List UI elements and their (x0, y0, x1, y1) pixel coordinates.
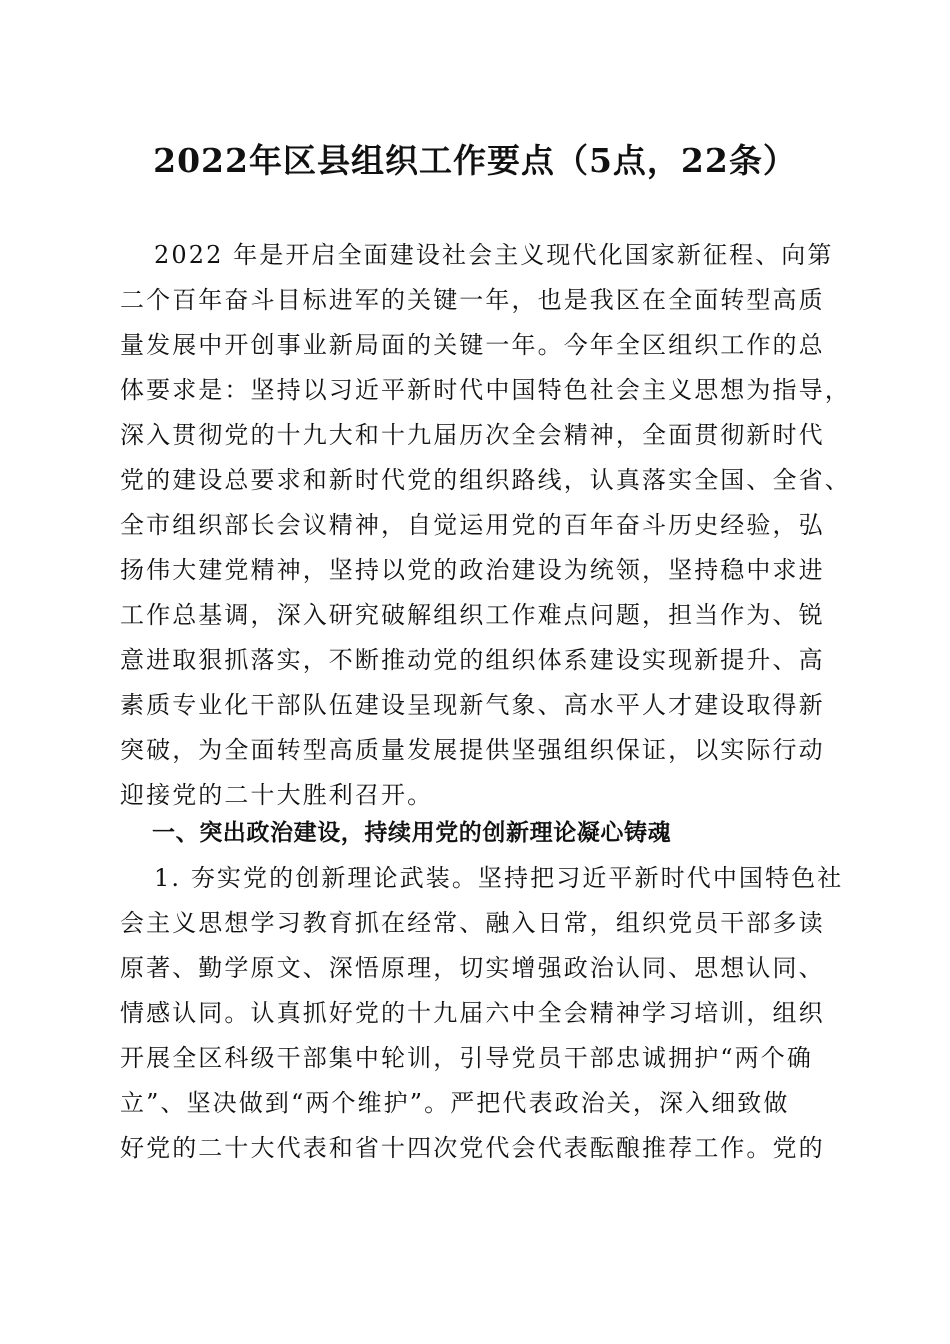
section-heading: 一、突出政治建设，持续用党的创新理论凝心铸魂 (152, 820, 672, 846)
intro-line: 党的建设总要求和新时代党的组织路线，认真落实全国、全省、 (120, 466, 851, 494)
item-line: 会主义思想学习教育抓在经常、融入日常，组织党员干部多读 (120, 909, 825, 937)
intro-paragraph (120, 233, 851, 818)
intro-line: 全市组织部长会议精神，自觉运用党的百年奋斗历史经验，弘 (120, 511, 825, 539)
item-line: 1. 夯实党的创新理论武装。坚持把习近平新时代中国特色社 (154, 864, 844, 892)
item-line: 开展全区科级干部集中轮训，引导党员干部忠诚拥护“两个确 (120, 1044, 813, 1072)
intro-line: 2022 年是开启全面建设社会主义现代化国家新征程、向第 (154, 241, 834, 269)
intro-line: 突破，为全面转型高质量发展提供坚强组织保证，以实际行动 (120, 736, 825, 764)
intro-line: 素质专业化干部队伍建设呈现新气象、高水平人才建设取得新 (120, 691, 825, 719)
intro-line: 体要求是：坚持以习近平新时代中国特色社会主义思想为指导， (120, 376, 851, 404)
item-paragraph (120, 856, 844, 1171)
document-title: 2022年区县组织工作要点（5点，22条） (153, 141, 797, 180)
intro-line: 深入贯彻党的十九大和十九届历次全会精神，全面贯彻新时代 (120, 421, 825, 449)
intro-line: 迎接党的二十大胜利召开。 (120, 781, 434, 809)
item-line: 立”、坚决做到“两个维护”。严把代表政治关，深入细致做 (120, 1089, 790, 1117)
item-line: 情感认同。认真抓好党的十九届六中全会精神学习培训，组织 (120, 999, 825, 1027)
intro-line: 量发展中开创事业新局面的关键一年。今年全区组织工作的总 (120, 331, 825, 359)
intro-line: 意进取狠抓落实，不断推动党的组织体系建设实现新提升、高 (120, 646, 825, 674)
item-line: 好党的二十大代表和省十四次党代会代表酝酿推荐工作。党的 (120, 1134, 825, 1162)
item-line: 原著、勤学原文、深悟原理，切实增强政治认同、思想认同、 (120, 954, 825, 982)
intro-line: 扬伟大建党精神，坚持以党的政治建设为统领，坚持稳中求进 (120, 556, 825, 584)
intro-line: 工作总基调，深入研究破解组织工作难点问题，担当作为、锐 (120, 601, 825, 629)
intro-line: 二个百年奋斗目标进军的关键一年，也是我区在全面转型高质 (120, 286, 825, 314)
